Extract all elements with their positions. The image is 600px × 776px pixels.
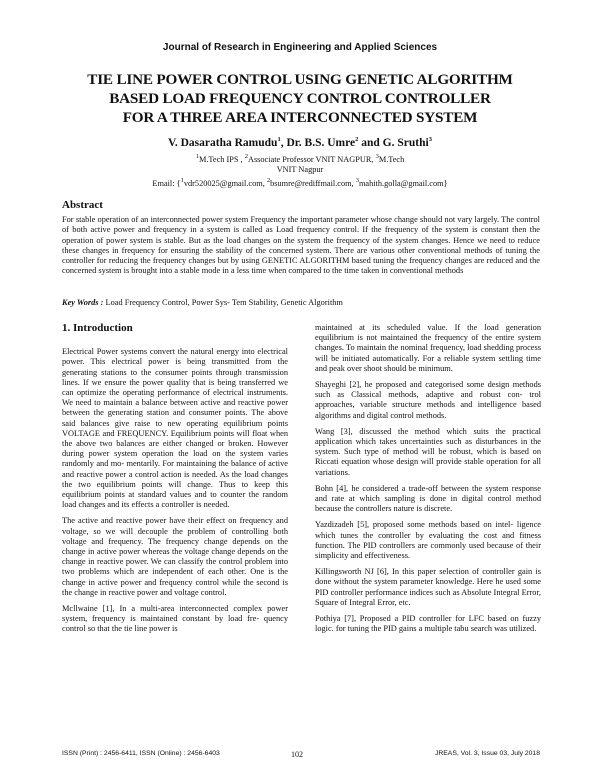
body-paragraph: Bohn [4], he considered a trade-off between the system response and rate at which sampling is done in digital control method because the controllers nature is discrete. [315,483,541,514]
body-paragraph: Shayeghi [2], he proposed and categorised some design methods such as Classical methods, adaptive and robust con- trol approaches, variable structure methods and intelligence based algorithms and digital control methods. [315,380,541,420]
email-superscript: 3 [355,176,359,184]
email-address[interactable]: bsumre@rediffmail.com, [270,178,354,188]
affil-superscript: 1 [195,153,199,160]
keywords [62,298,540,307]
abstract-text: For stable operation of an interconnected power system Frequency the important parameter whose change should not vary largely. The control of both active power and frequency in a system is called as Load frequency control. If the frequency of the system is constant then the operation of power system is stable. But as the load changes on the system the frequency of the system changes. Hence we need to reduce these changes in frequency for ensuring the stability of the concerned system. There are various other conventional methods of tuning the controller for reducing the frequency changes but by using GENETIC ALGORITHM based tuning the frequency changes are reduced and the concerned system is brought into a stable mode in a less time when compared to the time taken in conventional methods [62,215,540,276]
affil-superscript: 2 [244,153,248,160]
body-paragraph: Mcllwaine [1], In a multi-area interconnected complex power system, frequency is maintained constant by load fre- quency control so that the tie line power is [62,604,288,634]
right-column [315,323,541,640]
affiliation-institute: VNIT Nagpur [276,165,324,175]
footer-volume: JREAS, Vol. 3, Issue 03, July 2018 [434,750,540,757]
body-paragraph: Pothiya [7], Proposed a PID controller for LFC based on fuzzy logic. for tuning the PID gains a multiple tabu search was utilized. [315,614,541,634]
body-paragraph: The active and reactive power have their effect on frequency and voltage, so we will decouple the problem of controlling both voltage and frequency. The frequency change depends on the change in active power whereas the voltage change depends on the change in reactive power. We can classify the control problem into two problems which are independent of each other. One is the change in active power and frequency control while the second is the change in reactive power and voltage control. [62,516,288,597]
abstract-heading: Abstract [62,199,103,211]
author-name: V. Dasaratha Ramudu [168,136,278,149]
page-number: 102 [291,750,303,759]
affil-superscript: 3 [375,153,379,160]
body-paragraph: maintained at its scheduled value. If the load generation equilibrium is not maintained the frequency of the entire system changes. To maintain the nominal frequency, load shedding process will be initiated automatically. For a reliable system settling time and peak over shoot should be minimum. [315,323,541,373]
author-superscript: 1 [277,136,281,143]
body-paragraph: Wang [3], discussed the method which suits the practical application which takes uncertainties such as disturbances in the system. Such type of method will be robust, which is based on Riccati equation whose design will provide stable operation for all variations. [315,426,541,477]
author-list [0,136,600,149]
affiliation-line [0,152,600,165]
keywords-text: Load Frequency Control, Power Sys- Tem Stability, Genetic Algorithm [103,298,343,307]
affil-text: Associate Professor VNIT NAGPUR, [247,154,374,164]
email-address[interactable]: vdr520025@gmail.com, [183,178,265,188]
title-line: BASED LOAD FREQUENCY CONTROL CONTROLLER [109,90,491,107]
author-name: and G. Sruthi [358,136,429,149]
paper-title [40,70,560,127]
email-superscript: 2 [266,176,271,184]
author-name: , Dr. B.S. Umre [280,136,356,149]
body-paragraph: Yazdizadeh [5], proposed some methods based on intel- ligence which tunes the controller by evaluating the cost and fitness function. The PID controllers are commonly used because of their simplicity and effectiveness. [315,520,541,561]
journal-name: Journal of Research in Engineering and Applied Sciences [162,42,438,53]
affil-text: M.Tech IPS , [198,154,243,164]
title-line: TIE LINE POWER CONTROL USING GENETIC ALGORITHM [87,71,513,88]
email-line [0,176,600,189]
footer-issn: ISSN (Print) : 2456-6411, ISSN (Online) : 2456-6403 [62,750,220,757]
affil-text: M.Tech [378,154,405,164]
affiliations [0,152,600,189]
author-superscript: 2 [355,136,359,143]
body-paragraph: Electrical Power systems convert the natural energy into electrical power. This electrical power is being transmitted from the generating stations to the consumer points through transmission lines. If we ensure the power quality that is being transferred we can optimize the operating performance of electrical instruments. We need to maintain a balance between active and reactive power between the generating station and consumer points. The above said balances give raise to new operating equilibrium points VOLTAGE and FREQUENCY. Equilibrium points will float when the above two balances are either changed or broken. However during power system operation the load on the system varies randomly and mo- mentarily. For maintaining the balance of active and reactive power a control action is needed. As the load changes the two equilibrium points will change. Thus to keep this equilibrium points at standard values and to counter the random load changes and its effects a controller is needed. [62,347,288,510]
section-heading: 1. Introduction [62,322,133,334]
left-column [62,323,288,641]
email-address[interactable]: mahith.golla@gmail.com} [358,178,448,188]
keywords-label: Key Words : [62,298,104,307]
email-prefix: Email: { [152,178,181,188]
author-superscript: 3 [428,136,432,143]
email-superscript: 1 [180,176,184,184]
body-paragraph: Killingsworth NJ [6], In this paper selection of controller gain is done without the system parameter knowledge. Here he used some PID controller performance indices such as Absolute Integral Error, Square of Integral Error, etc. [315,567,541,607]
title-line: FOR A THREE AREA INTERCONNECTED SYSTEM [122,109,478,126]
